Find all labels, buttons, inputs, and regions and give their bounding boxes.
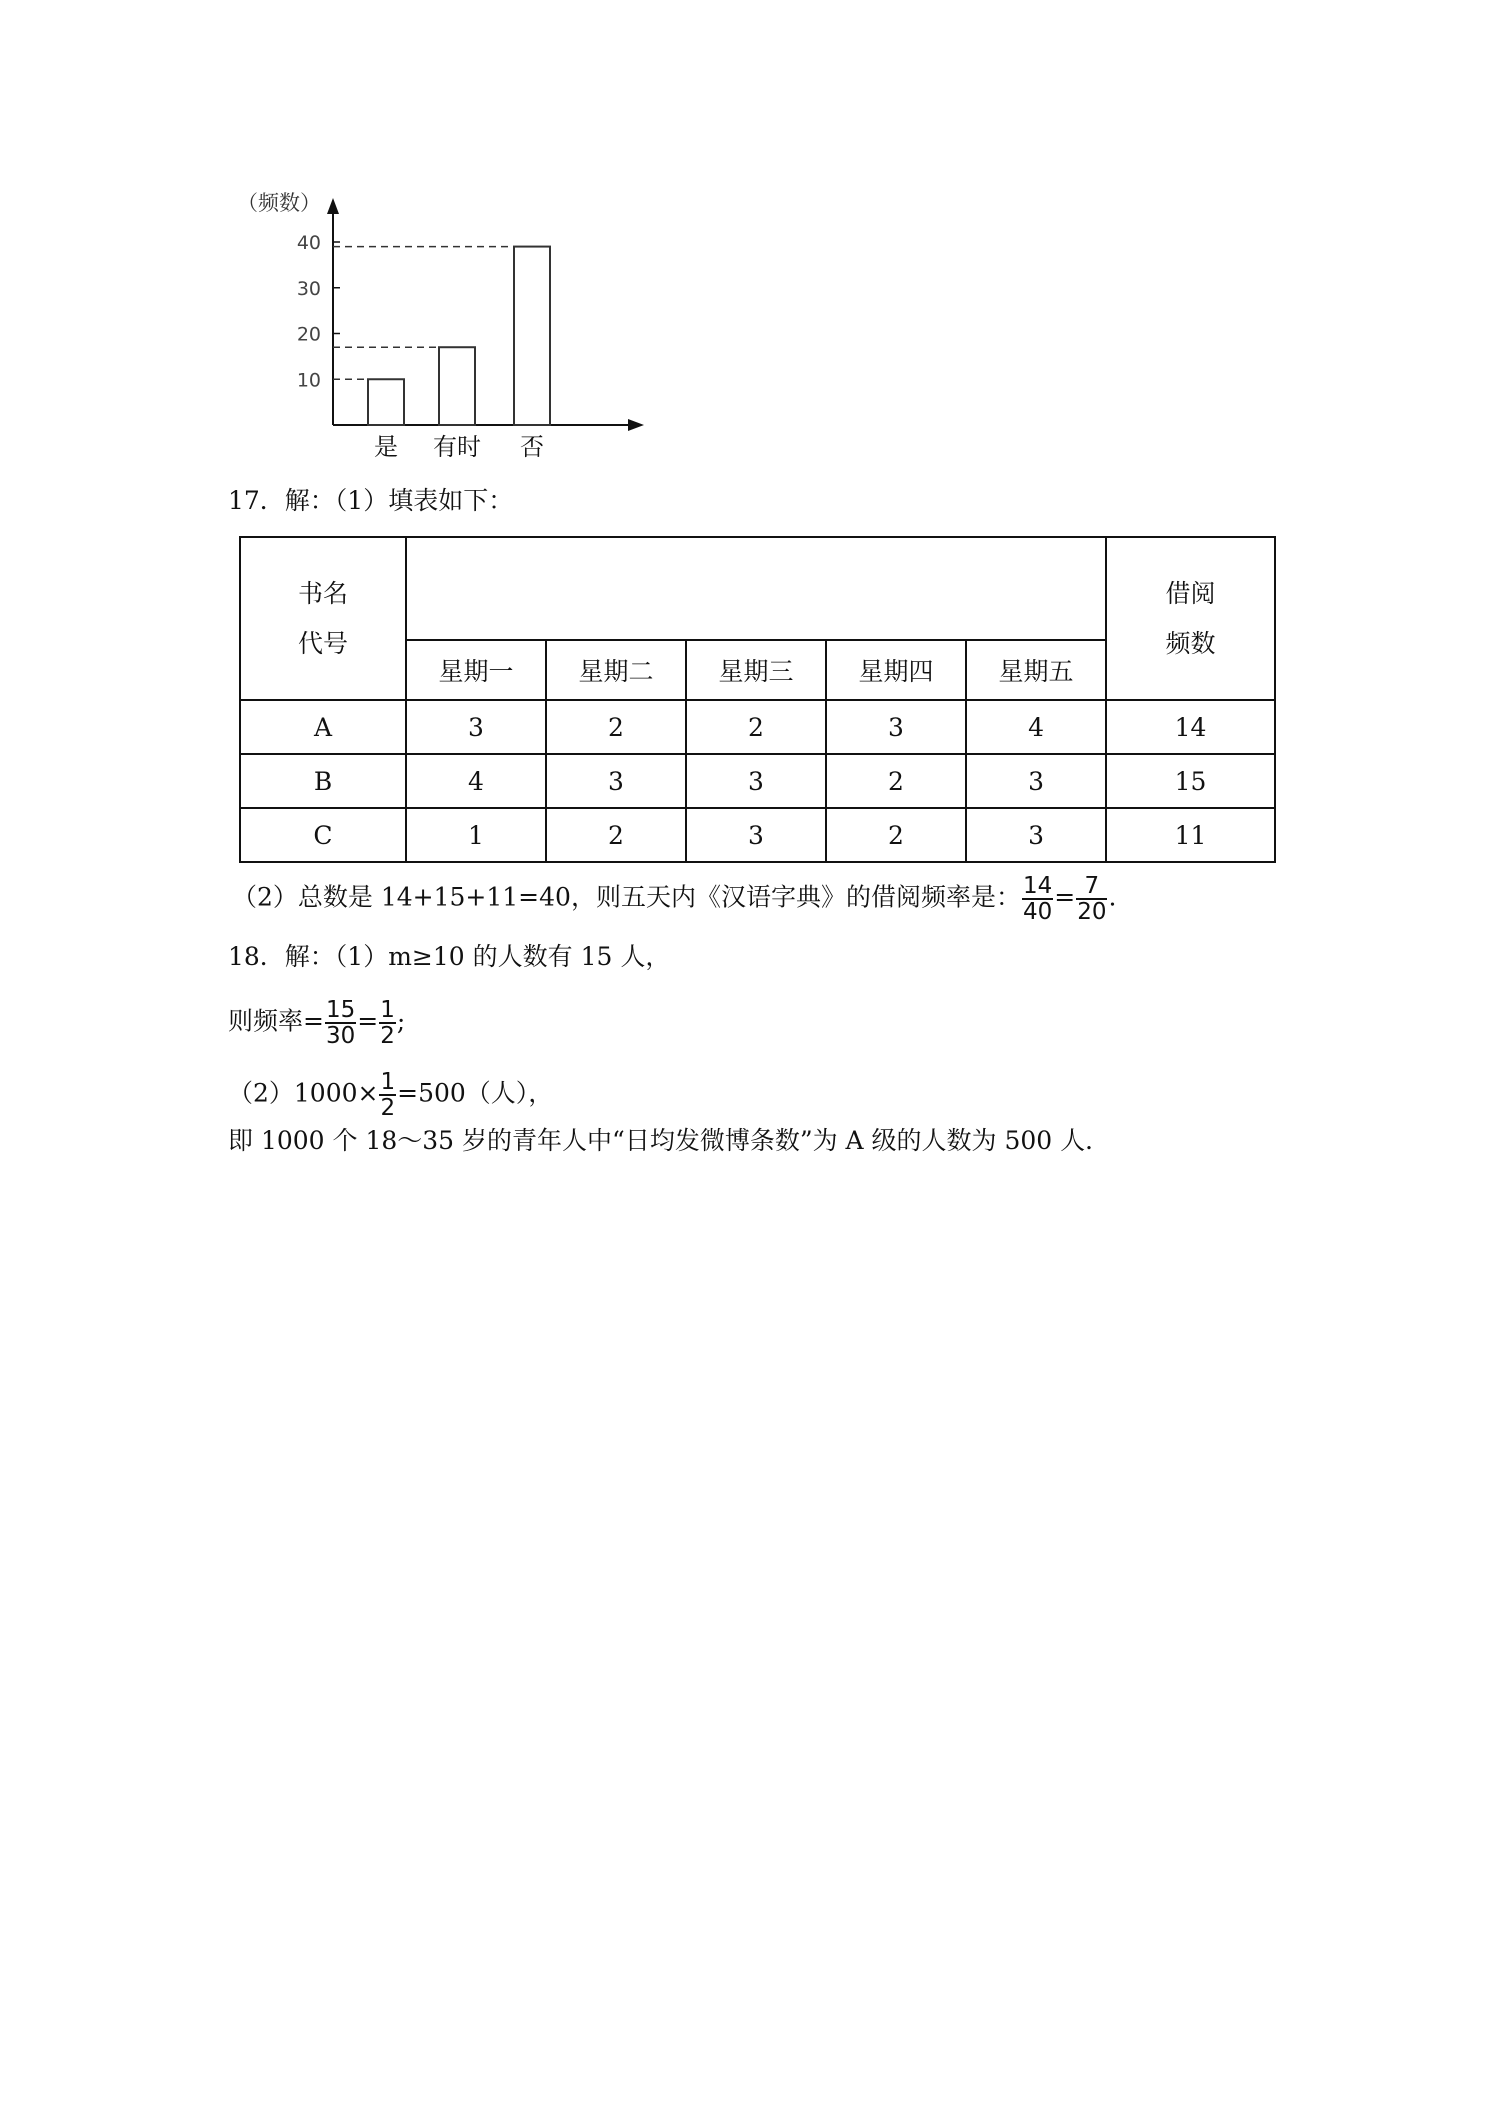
cell-value: 3 (686, 754, 826, 808)
borrowing-table (239, 536, 1276, 863)
q18-line3-prefix: （2）1000× (228, 1078, 379, 1108)
fraction (379, 1070, 396, 1120)
bar-chart-svg (225, 180, 665, 470)
semicolon: ; (396, 1006, 406, 1036)
y-tick-label: 40 (296, 232, 321, 254)
fraction-numerator: 7 (1076, 874, 1107, 900)
frequency-bar-chart (225, 180, 665, 470)
header-day: 星期一 (406, 640, 546, 700)
header-book-code: 书名 代号 (240, 537, 406, 700)
q17-part2 (232, 874, 1116, 924)
q18-line4: 即 1000 个 18～35 岁的青年人中“日均发微博条数”为 A 级的人数为 500 人． (228, 1126, 1111, 1155)
fraction-denominator: 20 (1077, 899, 1107, 925)
row-code: A (240, 700, 406, 754)
cell-value: 2 (826, 754, 966, 808)
x-category-label: 是 (374, 433, 398, 461)
q17-part2-text: （2）总数是 14+15+11=40，则五天内《汉语字典》的借阅频率是： (232, 882, 1021, 912)
y-tick-label: 10 (296, 369, 321, 392)
x-category-label: 有时 (433, 433, 481, 461)
cell-value: 3 (826, 700, 966, 754)
table-row (240, 700, 1275, 754)
header-day: 星期三 (686, 640, 826, 700)
y-axis-label: （频数） (237, 191, 321, 215)
cell-value: 2 (546, 808, 686, 862)
header-day: 星期四 (826, 640, 966, 700)
header-day: 星期二 (546, 640, 686, 700)
cell-value: 3 (406, 700, 546, 754)
fraction (1076, 874, 1107, 924)
q18-line2-prefix: 则频率= (228, 1006, 324, 1036)
fraction-denominator: 2 (380, 1023, 395, 1049)
fraction (325, 998, 356, 1048)
bar (514, 247, 550, 425)
cell-value: 3 (966, 754, 1106, 808)
cell-value: 2 (686, 700, 826, 754)
y-tick-label: 30 (296, 277, 321, 300)
cell-value: 4 (406, 754, 546, 808)
x-category-label: 否 (520, 433, 544, 461)
cell-value: 2 (546, 700, 686, 754)
q18-line2 (228, 998, 405, 1048)
q17-intro: 17．解：（1）填表如下： (228, 486, 514, 515)
bar (368, 379, 404, 425)
header-day: 星期五 (966, 640, 1106, 700)
cell-value: 4 (966, 700, 1106, 754)
header-empty-span (406, 537, 1106, 640)
row-code: C (240, 808, 406, 862)
bar (439, 347, 475, 425)
fraction-denominator: 2 (380, 1095, 396, 1121)
y-axis-arrow-icon (327, 198, 339, 214)
x-axis-arrow-icon (628, 419, 644, 431)
row-code: B (240, 754, 406, 808)
q18-line1: 18．解：（1）m≥10 的人数有 15 人， (228, 942, 671, 971)
table-row (240, 754, 1275, 808)
fraction-numerator: 14 (1022, 873, 1053, 899)
cell-value: 2 (826, 808, 966, 862)
y-tick-label: 20 (296, 323, 321, 346)
table-row (240, 808, 1275, 862)
equals-sign: = (357, 1006, 379, 1036)
row-total: 14 (1106, 700, 1275, 754)
fraction (379, 998, 396, 1048)
header-borrow-frequency: 借阅 频数 (1106, 537, 1275, 700)
q18-line3 (228, 1070, 553, 1120)
q18-line3-end: =500（人）， (397, 1078, 554, 1108)
period: . (1108, 882, 1117, 912)
cell-value: 3 (966, 808, 1106, 862)
cell-value: 3 (546, 754, 686, 808)
fraction-numerator: 1 (380, 997, 395, 1023)
fraction-denominator: 40 (1022, 899, 1053, 925)
fraction-denominator: 30 (325, 1023, 356, 1049)
cell-value: 3 (686, 808, 826, 862)
row-total: 15 (1106, 754, 1275, 808)
fraction (1022, 874, 1053, 924)
row-total: 11 (1106, 808, 1275, 862)
equals-sign: = (1054, 882, 1076, 912)
fraction-numerator: 15 (325, 997, 356, 1023)
cell-value: 1 (406, 808, 546, 862)
fraction-numerator: 1 (380, 1069, 396, 1095)
